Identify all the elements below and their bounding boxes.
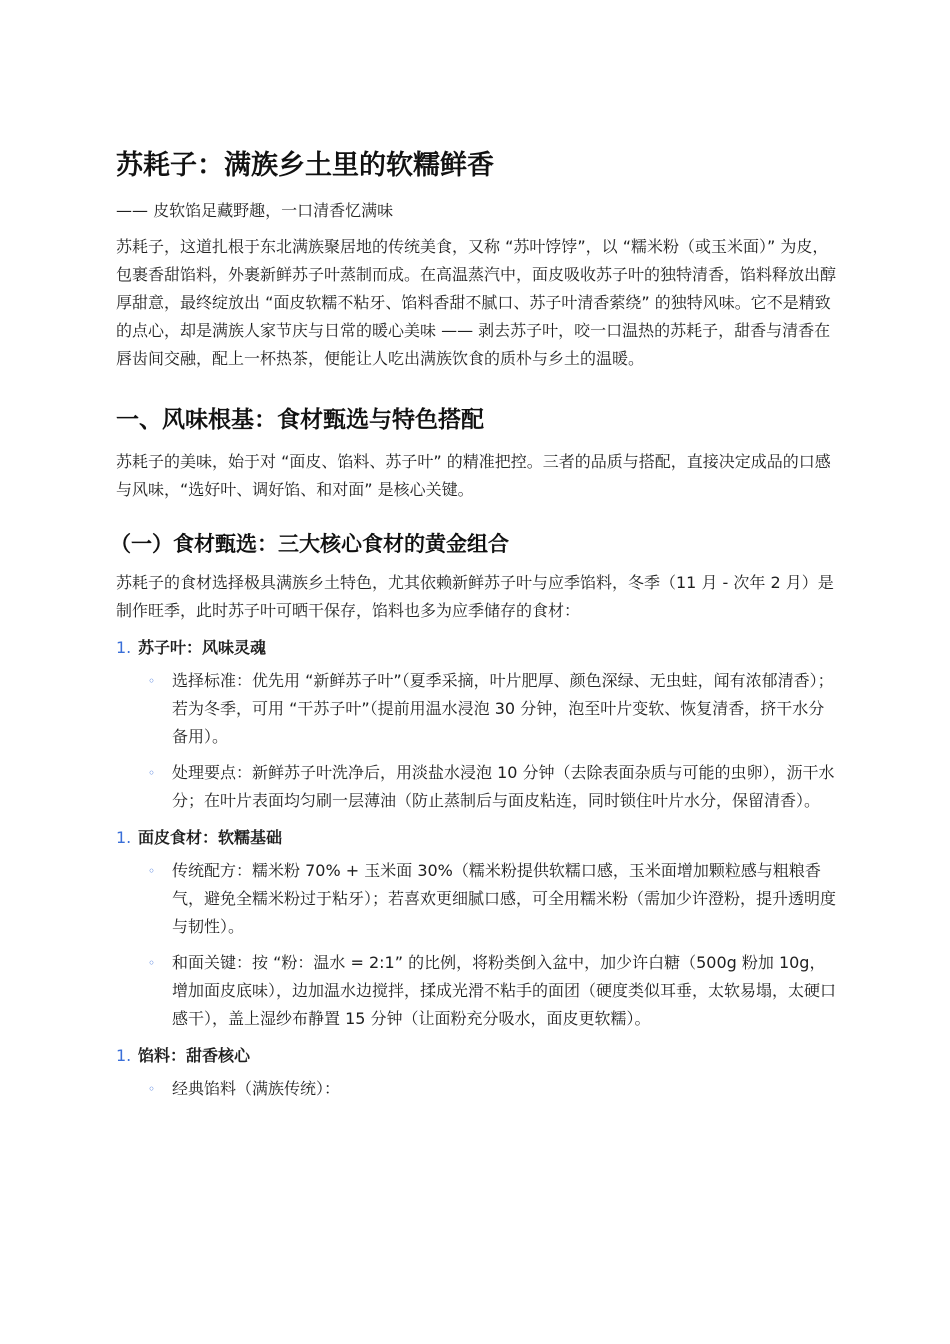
subsection-heading-ingredients — [110, 528, 836, 560]
list-number: 1. — [116, 1046, 132, 1065]
hollow-bullet-icon: ◦ — [148, 956, 156, 970]
list-item — [148, 857, 836, 941]
subsection-paragraph-ingredients: 苏耗子的食材选择极具满族乡土特色，尤其依赖新鲜苏子叶与应季馅料，冬季（11 月 - 次年 2 月）是制作旺季，此时苏子叶可晒干保存，馅料也多为应季储存的食材： — [116, 573, 834, 620]
list-number: 1. — [116, 828, 132, 847]
sub-list-filling — [148, 1075, 836, 1103]
hollow-bullet-icon: ◦ — [148, 674, 156, 688]
sub-list-perilla-leaf — [148, 667, 836, 815]
page-subtitle: —— 皮软馅足藏野趣，一口清香忆满味 — [116, 201, 394, 220]
hollow-bullet-icon: ◦ — [148, 766, 156, 780]
intro-paragraph: 苏耗子，这道扎根于东北满族聚居地的传统美食，又称 “苏叶饽饽”，以 “糯米粉（或玉米面）” 为皮，包裹香甜馅料，外裹新鲜苏子叶蒸制而成。在高温蒸汽中，面皮吸收苏子叶的独特清香，馅料释放出醇厚甜意，最终绽放出 “面皮软糯不粘牙、馅料香甜不腻口、苏子叶清香萦绕” 的独特风味。它不是精致的点心，却是满族人家节庆与日常的暖心美味 —— 剥去苏子叶，咬一口温热的苏耗子，甜香与清香在唇齿间交融，配上一杯热茶，便能让人吃出满族饮食的质朴与乡土的温暖。 — [116, 237, 837, 368]
list-item-text: 传统配方：糯米粉 70% + 玉米面 30%（糯米粉提供软糯口感，玉米面增加颗粒感与粗粮香气，避免全糯米粉过于粘牙）；若喜欢更细腻口感，可全用糯米粉（需加少许澄粉，提升透明度与韧性）。 — [172, 861, 837, 936]
list-item — [148, 1075, 836, 1103]
hollow-bullet-icon: ◦ — [148, 1082, 156, 1096]
section-paragraph-flavor-basis: 苏耗子的美味，始于对 “面皮、馅料、苏子叶” 的精准把控。三者的品质与搭配，直接决定成品的口感与风味，“选好叶、调好馅、和对面” 是核心关键。 — [116, 452, 831, 499]
list-item-label: 馅料：甜香核心 — [138, 1046, 251, 1065]
list-item-text: 和面关键：按 “粉：温水 = 2:1” 的比例，将粉类倒入盆中，加少许白糖（500g 粉加 10g，增加面皮底味），边加温水边搅拌，揉成光滑不粘手的面团（硬度类似耳垂，太软易塌，太硬口感干），盖上湿纱布静置 15 分钟（让面粉充分吸水，面皮更软糯）。 — [172, 953, 837, 1028]
list-item — [148, 949, 836, 1033]
list-item-text: 处理要点：新鲜苏子叶洗净后，用淡盐水浸泡 10 分钟（去除表面杂质与可能的虫卵），沥干水分；在叶片表面均匀刷一层薄油（防止蒸制后与面皮粘连，同时锁住叶片水分，保留清香）。 — [172, 763, 835, 810]
list-item-text: 选择标准：优先用 “新鲜苏子叶”（夏季采摘，叶片肥厚、颜色深绿、无虫蛀，闻有浓郁清香）；若为冬季，可用 “干苏子叶”（提前用温水浸泡 30 分钟，泡至叶片变软、恢复清香，挤干水分备用）。 — [172, 671, 834, 746]
list-item-filling — [116, 1043, 836, 1069]
subsection-heading-text: （一）食材甄选：三大核心食材的黄金组合 — [110, 532, 509, 556]
list-item-perilla-leaf — [116, 635, 836, 661]
section-heading-flavor-basis: 一、风味根基：食材甄选与特色搭配 — [116, 407, 484, 433]
list-number: 1. — [116, 638, 132, 657]
page-title: 苏耗子：满族乡土里的软糯鲜香 — [116, 150, 494, 181]
list-item — [148, 759, 836, 815]
list-item-label: 苏子叶：风味灵魂 — [138, 638, 267, 657]
list-item-label: 面皮食材：软糯基础 — [138, 828, 283, 847]
sub-list-dough-ingredients — [148, 857, 836, 1033]
list-item — [148, 667, 836, 751]
list-item-text: 经典馅料（满族传统）： — [172, 1079, 341, 1098]
hollow-bullet-icon: ◦ — [148, 864, 156, 878]
list-item-dough-ingredients — [116, 825, 836, 851]
document-content — [110, 146, 837, 1111]
